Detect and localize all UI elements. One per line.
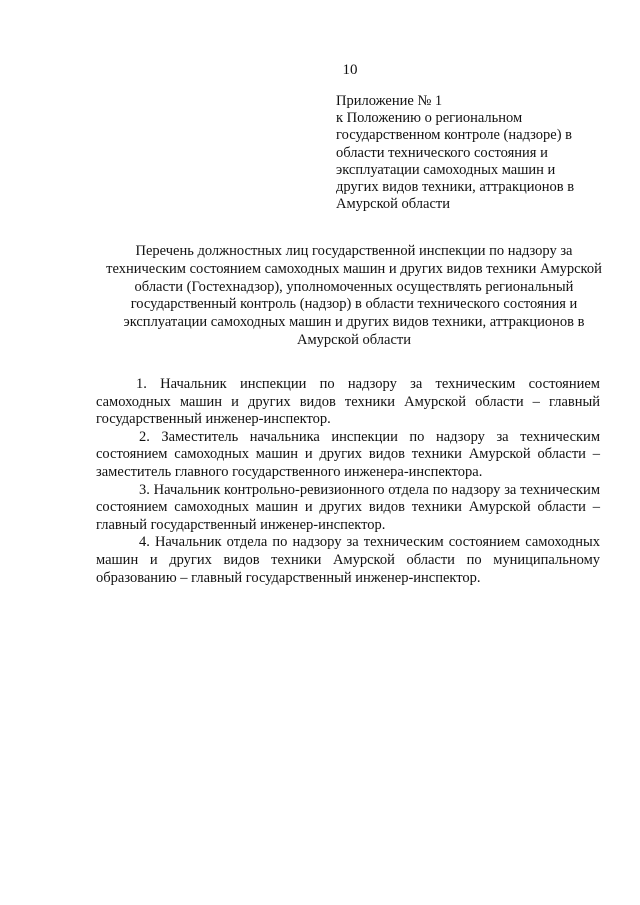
annex-line: эксплуатации самоходных машин и bbox=[336, 161, 556, 178]
document-title bbox=[96, 243, 612, 350]
title-line: эксплуатации самоходных машин и других видов техники, аттракционов в bbox=[123, 314, 585, 331]
item-line: самоходных машин и других видов техники Амурской области – главный bbox=[96, 393, 600, 410]
item-line: образованию – главный государственный инженер-инспектор. bbox=[96, 569, 481, 586]
annex-line: других видов техники, аттракционов в bbox=[336, 179, 575, 196]
item-line: состоянием самоходных машин и других видов техники Амурской области – bbox=[96, 446, 600, 463]
title-line: области (Гостехнадзор), уполномоченных осуществлять региональный bbox=[134, 278, 574, 295]
title-line: Перечень должностных лиц государственной инспекции по надзору за bbox=[135, 243, 573, 259]
list-item bbox=[96, 376, 600, 429]
annex-line: Приложение № 1 bbox=[336, 93, 443, 109]
title-line: государственный контроль (надзор) в области технического состояния и bbox=[130, 296, 578, 313]
annex-header bbox=[336, 93, 596, 213]
list-item bbox=[96, 429, 600, 482]
title-line: техническим состоянием самоходных машин и других видов техники Амурской bbox=[106, 260, 602, 277]
item-line: 4. Начальник отдела по надзору за техническим состоянием самоходных bbox=[139, 534, 600, 551]
annex-line: области технического состояния и bbox=[336, 144, 548, 161]
page-number: 10 bbox=[342, 62, 358, 78]
annex-line: государственном контроле (надзоре) в bbox=[336, 127, 573, 144]
item-line: заместитель главного государственного инженера-инспектора. bbox=[96, 463, 483, 480]
title-line: Амурской области bbox=[297, 331, 411, 348]
item-line: машин и других видов техники Амурской области по муниципальному bbox=[96, 551, 600, 568]
annex-line: к Положению о региональном bbox=[336, 110, 523, 127]
item-line: государственный инженер-инспектор. bbox=[96, 411, 331, 428]
item-line: главный государственный инженер-инспектор. bbox=[96, 516, 386, 533]
list-item bbox=[96, 482, 600, 535]
item-line: 2. Заместитель начальника инспекции по надзору за техническим bbox=[139, 428, 600, 445]
list-item bbox=[96, 534, 600, 587]
annex-line: Амурской области bbox=[336, 196, 450, 213]
item-line: состоянием самоходных машин и других видов техники Амурской области – bbox=[96, 499, 600, 516]
positions-list bbox=[96, 376, 600, 587]
item-line: 1. Начальник инспекции по надзору за техническим состоянием bbox=[136, 376, 600, 392]
item-line: 3. Начальник контрольно-ревизионного отдела по надзору за техническим bbox=[139, 481, 600, 498]
